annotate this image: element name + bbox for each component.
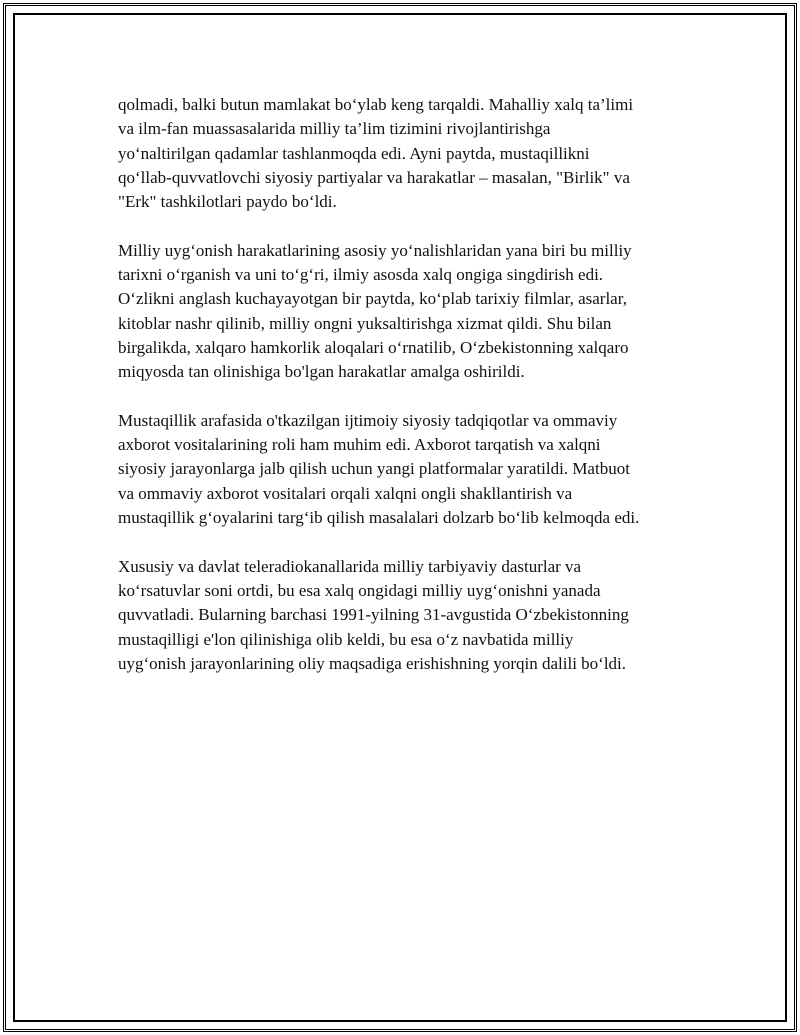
paragraph-4: Xususiy va davlat teleradiokanallarida milliy tarbiyaviy dasturlar va ko‘rsatuvlar soni ortdi, bu esa xalq ongidagi milliy uyg‘onishni yanada quvvatladi. Bularning barchasi 1991-yilning 31-avgustida O‘zbekistonning mustaqilligi e'lon qilinishiga olib keldi, bu esa o‘z navbatida milliy uyg‘onish jarayonlarining oliy maqsadiga erishishning yorqin dalili bo‘ldi. [118, 556, 629, 673]
paragraph-2: Milliy uyg‘onish harakatlarining asosiy yo‘nalishlaridan yana biri bu milliy tarixni o‘rganish va uni to‘g‘ri, ilmiy asosda xalq ongiga singdirish edi. O‘zlikni anglash kuchayayotgan bir paytda, ko‘plab tarixiy filmlar, asarlar, kitoblar nashr qilinib, milliy ongni yuksaltirishga xizmat qildi. Shu bilan birgalikda, xalqaro hamkorlik aloqalari o‘rnatilib, O‘zbekistonning xalqaro miqyosda tan olinishiga bo'lgan harakatlar amalga oshirildi. [118, 240, 632, 382]
document-body [118, 93, 690, 700]
paragraph-1: qolmadi, balki butun mamlakat bo‘ylab keng tarqaldi. Mahalliy xalq ta’limi va ilm-fan muassasalarida milliy ta’lim tizimini rivojlantirishga yo‘naltirilgan qadamlar tashlanmoqda edi. Ayni paytda, mustaqillikni qo‘llab-quvvatlovchi siyosiy partiyalar va harakatlar – masalan, "Birlik" va "Erk" tashkilotlari paydo bo‘ldi. [118, 95, 634, 212]
paragraph-3: Mustaqillik arafasida o'tkazilgan ijtimoiy siyosiy tadqiqotlar va ommaviy axborot vositalarining roli ham muhim edi. Axborot tarqatish va xalqni siyosiy jarayonlarga jalb qilish uchun yangi platformalar yaratildi. Matbuot va ommaviy axborot vositalari orqali xalqni ongli shakllantirish va mustaqillik g‘oyalarini targ‘ib qilish masalalari dolzarb bo‘lib kelmoqda edi. [118, 410, 640, 528]
